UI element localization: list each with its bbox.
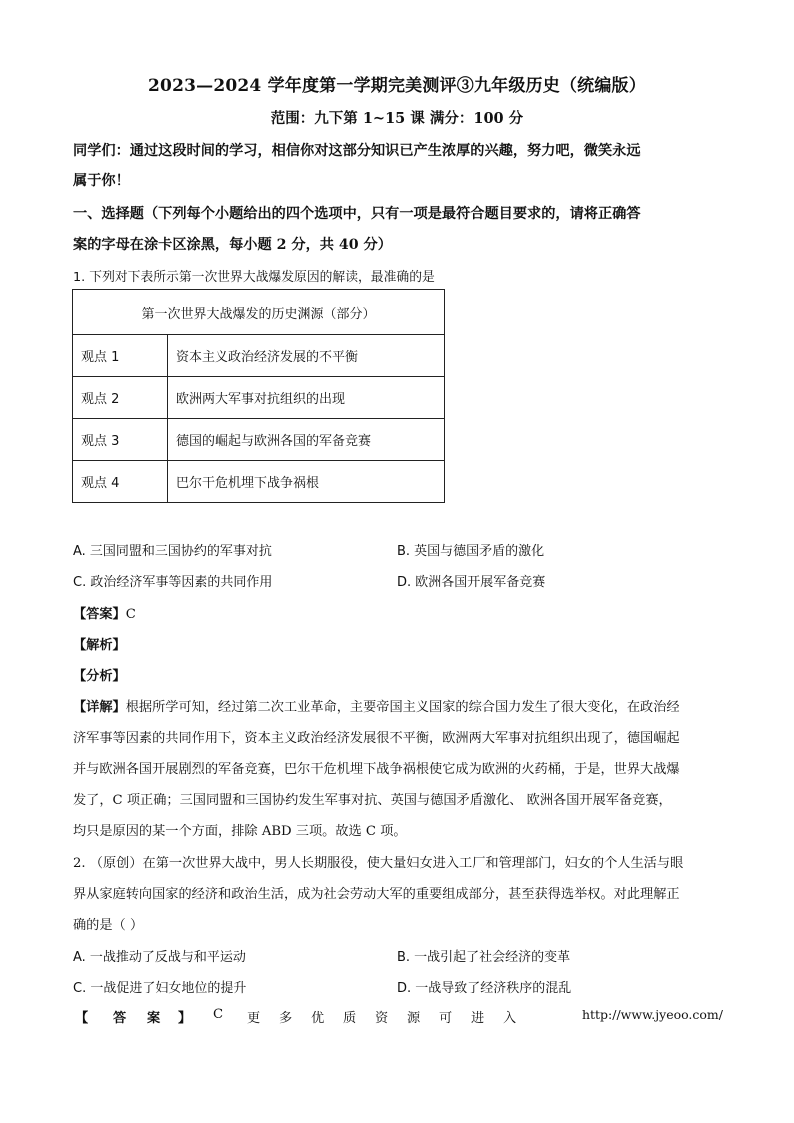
section-heading-line-2: 案的字母在涂卡区涂黑，每小题 2 分，共 40 分） — [73, 237, 392, 253]
q1-fenxi-tag: 【分析】 — [73, 669, 126, 684]
table-cell-text: 德国的崛起与欧洲各国的军备竞赛 — [168, 419, 445, 461]
table-row — [73, 335, 445, 377]
table-row — [73, 419, 445, 461]
footer-char: 多 — [279, 1011, 293, 1026]
q1-option-d: D. 欧洲各国开展军备竞赛 — [397, 575, 546, 590]
footer-char: 资 — [375, 1011, 389, 1026]
q1-option-c: C. 政治经济军事等因素的共同作用 — [73, 575, 273, 590]
table-header-row — [73, 290, 445, 335]
footer-char: 案 — [147, 1011, 161, 1026]
footer-char: 可 — [439, 1011, 453, 1026]
intro-line-2: 属于你！ — [73, 173, 130, 189]
footer-char: 源 — [407, 1011, 421, 1026]
causes-table — [72, 289, 445, 503]
footer-line — [73, 1007, 723, 1027]
answer-value: C — [125, 607, 136, 622]
q2-stem-line-1: 2. （原创）在第一次世界大战中，男人长期服役，使大量妇女进入工厂和管理部门，妇女的个人生活与眼 — [73, 856, 684, 871]
q1-detail-line-2: 济军事等因素的共同作用下，资本主义政治经济发展很不平衡，欧洲两大军事对抗组织出现了，德国崛起 — [73, 731, 680, 746]
q1-detail-line-4: 发了，C 项正确；三国同盟和三国协约发生军事对抗、英国与德国矛盾激化、 欧洲各国开展军备竞赛， — [73, 793, 672, 808]
table-cell-label: 观点 1 — [73, 335, 168, 377]
page-subtitle: 范围：九下第 1~15 课 满分：100 分 — [270, 110, 524, 127]
footer-char: 【 — [75, 1011, 89, 1026]
q1-option-b: B. 英国与德国矛盾的激化 — [397, 544, 545, 559]
table-cell-label: 观点 2 — [73, 377, 168, 419]
q2-option-a: A. 一战推动了反战与和平运动 — [73, 950, 246, 965]
table-row — [73, 461, 445, 503]
q1-detail-line-1 — [73, 696, 680, 715]
q1-detail-line-5: 均只是原因的某一个方面，排除 ABD 三项。故选 C 项。 — [73, 824, 407, 839]
detail-tag: 【详解】 — [73, 700, 126, 715]
table-cell-text: 资本主义政治经济发展的不平衡 — [168, 335, 445, 377]
table-cell-label: 观点 3 — [73, 419, 168, 461]
answer-tag: 【答案】 — [73, 607, 126, 622]
table-cell-label: 观点 4 — [73, 461, 168, 503]
q2-stem-line-2: 界从家庭转向国家的经济和政治生活，成为社会劳动大军的重要组成部分，甚至获得选举权。对此理解正 — [73, 887, 680, 902]
q1-option-a: A. 三国同盟和三国协约的军事对抗 — [73, 544, 272, 559]
footer-char: 答 — [113, 1011, 127, 1026]
table-header: 第一次世界大战爆发的历史渊源（部分） — [73, 290, 445, 335]
table-row — [73, 377, 445, 419]
question-1-stem: 1. 下列对下表所示第一次世界大战爆发原因的解读，最准确的是 — [73, 270, 435, 285]
q2-option-d: D. 一战导致了经济秩序的混乱 — [397, 981, 572, 996]
footer-char: 进 — [471, 1011, 485, 1026]
q1-answer — [73, 603, 136, 622]
footer-url-link[interactable]: http://www.jyeoo.com/ — [581, 1007, 723, 1022]
table-cell-text: 欧洲两大军事对抗组织的出现 — [168, 377, 445, 419]
footer-char: C — [213, 1007, 224, 1022]
section-heading-line-1: 一、选择题（下列每个小题给出的四个选项中，只有一项是最符合题目要求的，请将正确答 — [73, 206, 641, 222]
footer-char: 质 — [343, 1011, 357, 1026]
q2-stem-line-3: 确的是（ ） — [73, 918, 144, 933]
footer-char: 更 — [247, 1011, 261, 1026]
q2-option-c: C. 一战促进了妇女地位的提升 — [73, 981, 247, 996]
footer-char: 】 — [178, 1011, 192, 1026]
intro-line-1: 同学们：通过这段时间的学习，相信你对这部分知识已产生浓厚的兴趣，努力吧，微笑永远 — [73, 143, 641, 159]
footer-char: 入 — [503, 1011, 517, 1026]
footer-char: 优 — [311, 1011, 325, 1026]
q1-analysis-tag: 【解析】 — [73, 638, 126, 653]
q1-detail-line-3: 并与欧洲各国开展剧烈的军备竞赛，巴尔干危机埋下战争祸根使它成为欧洲的火药桶，于是，世界大战爆 — [73, 762, 680, 777]
q2-option-b: B. 一战引起了社会经济的变革 — [397, 950, 571, 965]
detail-text: 根据所学可知，经过第二次工业革命，主要帝国主义国家的综合国力发生了很大变化，在政治经 — [125, 700, 680, 715]
page-title: 2023—2024 学年度第一学期完美测评③九年级历史（统编版） — [148, 76, 646, 96]
table-cell-text: 巴尔干危机埋下战争祸根 — [168, 461, 445, 503]
